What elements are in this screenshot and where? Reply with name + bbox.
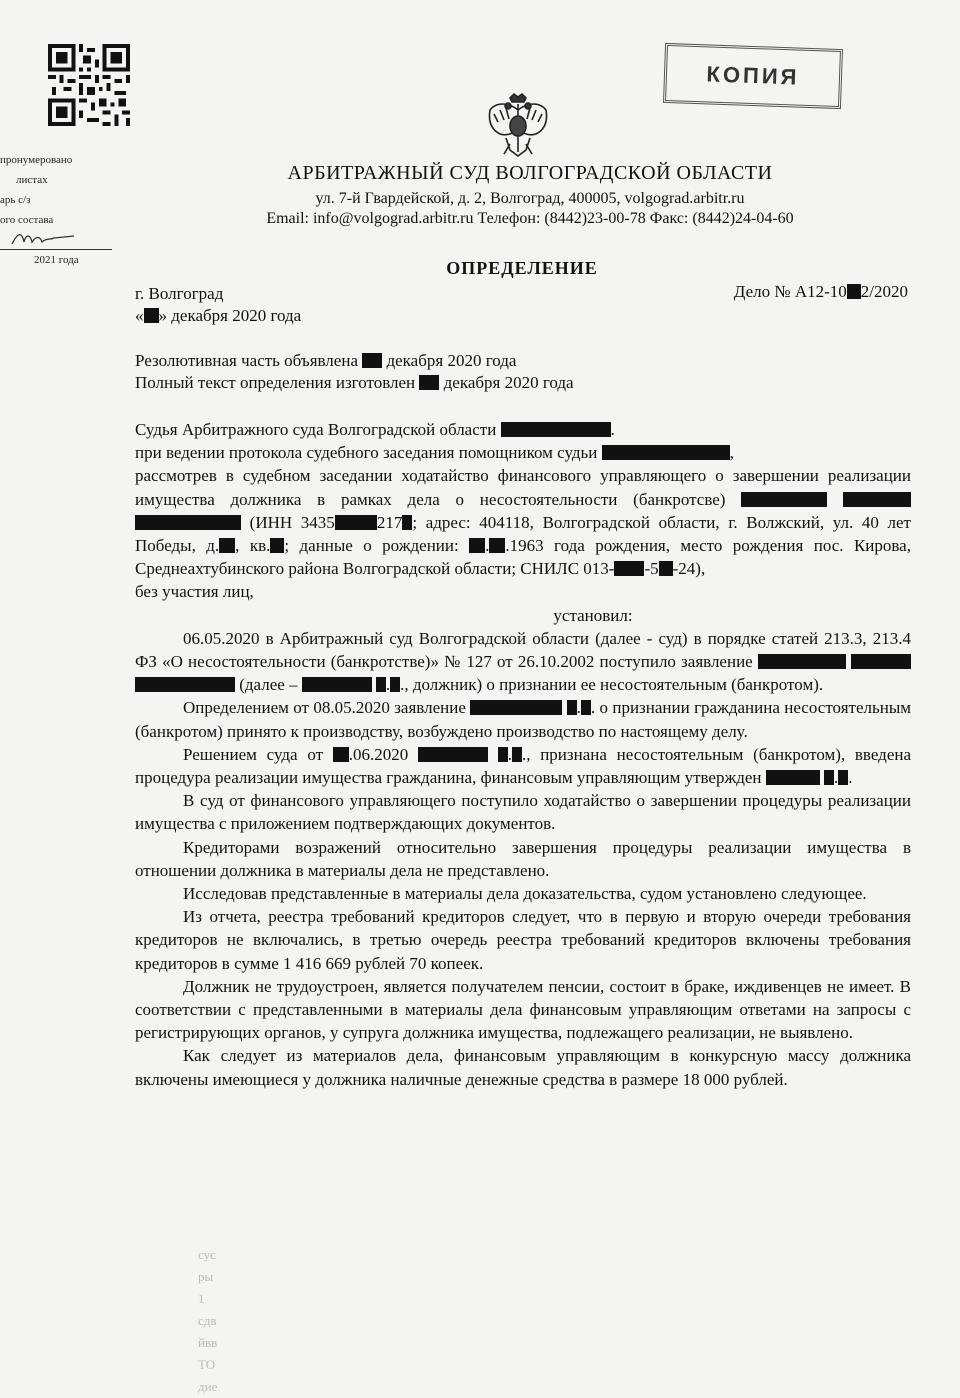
redaction-mark bbox=[402, 515, 412, 530]
text-span: .1963 года рождения, место рождения пос. Кирова, Среднеахтубинского района Волгоградской области; СНИЛС 013- bbox=[135, 536, 911, 579]
text-span: . bbox=[507, 744, 512, 764]
paragraph: Должник не трудоустроен, является получателем пенсии, состоит в браке, иждивенцев не имеет. В соответствии с представленными в материалы дела финансовым управляющим ответами на запросы с регистрирующих органов, у супруга должника имущества, подлежащего реализации, не выявлено. bbox=[135, 976, 911, 1043]
margin-note-line: 2021 года bbox=[0, 249, 112, 270]
established-heading: установил: bbox=[553, 605, 633, 625]
redaction-mark bbox=[758, 654, 846, 669]
text-span: . bbox=[485, 536, 490, 556]
case-number-suffix: 2/2020 bbox=[860, 282, 908, 301]
court-address: ул. 7-й Гвардейской, д. 2, Волгоград, 400005, volgograd.arbitr.ru bbox=[315, 190, 745, 207]
full-text-end: декабря 2020 года bbox=[439, 373, 574, 392]
redaction-mark bbox=[219, 538, 235, 553]
text-span: (далее – bbox=[235, 675, 302, 695]
text-span: Судья Арбитражного суда Волгоградской области bbox=[135, 420, 501, 439]
no-parties: без участия лиц, bbox=[135, 582, 254, 602]
text-span: 217 bbox=[376, 512, 403, 532]
resolution-date bbox=[135, 351, 516, 371]
resolution-text: Резолютивная часть объявлена bbox=[135, 351, 363, 370]
redaction-mark bbox=[135, 515, 241, 530]
bleed-line: ТО bbox=[198, 1357, 216, 1372]
redaction-mark bbox=[843, 492, 911, 507]
redaction-mark bbox=[501, 422, 611, 437]
redaction-mark bbox=[362, 353, 382, 368]
paragraph: Как следует из материалов дела, финансовым управляющим в конкурсную массу должника включены имеющиеся у должника наличные денежные средства в размере 18 000 рублей. bbox=[135, 1046, 911, 1089]
bleed-line: 1 bbox=[198, 1291, 205, 1306]
text-span: , кв. bbox=[235, 536, 271, 556]
paragraph bbox=[135, 627, 911, 697]
resolution-text-end: декабря 2020 года bbox=[382, 351, 517, 370]
text-span: 06.05.2020 в Арбитражный суд Волгоградской области (далее - суд) в порядке статей 213.3, 213.4 ФЗ «О несостоятельности (банкротстве)» № 127 от 26.10.2002 поступило заявление bbox=[135, 628, 911, 672]
document-title: ОПРЕДЕЛЕНИЕ bbox=[446, 258, 598, 278]
paragraph: Исследовав представленные в материалы дела доказательства, судом установлено следующее. bbox=[183, 884, 867, 904]
margin-note-line: арь с/з bbox=[0, 194, 31, 206]
text-span: , bbox=[729, 443, 734, 463]
paragraph bbox=[135, 696, 911, 742]
text-span: ; данные о рождении: bbox=[284, 536, 470, 556]
text-span: -24), bbox=[672, 559, 706, 579]
text-span: . bbox=[610, 420, 615, 439]
bleed-through-text bbox=[198, 1244, 238, 1398]
text-span: .06.2020 bbox=[348, 744, 418, 764]
paragraph: Из отчета, реестра требований кредиторов следует, что в первую и вторую очереди требования кредиторов не включались, в третью очередь реестра требований кредиторов включены требования кредиторов в сумме 1 416 669 рублей 70 копеек. bbox=[135, 907, 911, 973]
redaction-mark bbox=[376, 677, 386, 692]
redaction-mark bbox=[581, 700, 591, 715]
text-span: -5 bbox=[644, 559, 659, 579]
redaction-mark bbox=[851, 654, 911, 669]
paragraph-intro bbox=[135, 418, 911, 580]
text-span: . о признании гражданина несостоятельным (банкротом) принято к производству, возбуждено производство по настоящему делу. bbox=[135, 698, 912, 741]
text-span: . bbox=[834, 768, 839, 788]
text-span: . bbox=[576, 698, 581, 718]
bleed-line: йвв bbox=[198, 1335, 218, 1350]
redaction-mark bbox=[135, 677, 235, 692]
case-number bbox=[734, 282, 908, 302]
redaction-mark bbox=[470, 700, 562, 715]
redaction-mark bbox=[741, 492, 827, 507]
text-span: Определением от 08.05.2020 заявление bbox=[183, 698, 471, 718]
margin-note-line: пронумеровано bbox=[0, 154, 73, 166]
date-rest: » декабря 2020 года bbox=[158, 306, 302, 325]
qr-code-icon bbox=[48, 44, 130, 126]
redaction-mark bbox=[144, 308, 159, 323]
redaction-mark bbox=[567, 700, 577, 715]
redaction-mark bbox=[302, 677, 372, 692]
document-body bbox=[135, 418, 911, 1091]
redaction-mark bbox=[602, 445, 730, 460]
paragraph bbox=[135, 743, 911, 789]
copy-stamp: КОПИЯ bbox=[663, 43, 843, 109]
coat-of-arms-icon bbox=[484, 92, 552, 162]
signature-icon bbox=[10, 230, 80, 248]
redaction-mark bbox=[614, 561, 644, 576]
text-span: ; адрес: 404118, Волгоградской области, г. Волжский, ул. 40 лет Победы, д. bbox=[135, 512, 911, 556]
redaction-mark bbox=[469, 538, 485, 553]
redaction-mark bbox=[335, 515, 377, 530]
date-open-quote: « bbox=[135, 306, 144, 325]
text-span: Решением суда от bbox=[183, 744, 333, 764]
court-name: АРБИТРАЖНЫЙ СУД ВОЛГОГРАДСКОЙ ОБЛАСТИ bbox=[287, 162, 773, 184]
text-span: . bbox=[848, 768, 853, 788]
redaction-mark bbox=[333, 747, 349, 762]
document-date bbox=[135, 306, 301, 326]
text-span: ., должник) о признании ее несостоятельным (банкротом). bbox=[400, 675, 824, 695]
bleed-line: дие bbox=[198, 1379, 218, 1394]
redaction-mark bbox=[766, 770, 820, 785]
full-text: Полный текст определения изготовлен bbox=[135, 373, 420, 392]
redaction-mark bbox=[659, 561, 673, 576]
redaction-mark bbox=[390, 677, 400, 692]
city: г. Волгоград bbox=[135, 284, 224, 303]
redaction-mark bbox=[498, 747, 508, 762]
redaction-mark bbox=[512, 747, 522, 762]
text-span: (ИНН 3435 bbox=[241, 512, 335, 532]
redaction-mark bbox=[824, 770, 834, 785]
bleed-line: сдв bbox=[198, 1313, 217, 1328]
text-span: ., признана несостоятельным (банкротом), введена процедура реализации имущества гражданина, финансовым управляющим утвержден bbox=[135, 744, 912, 788]
redaction-mark bbox=[489, 538, 505, 553]
margin-note-line: листах bbox=[16, 174, 48, 186]
redaction-mark bbox=[418, 747, 488, 762]
text-span: . bbox=[385, 675, 391, 695]
text-span: рассмотрев в судебном заседании ходатайство финансового управляющего о завершении реализации имущества должника в рамках дела о несостоятельности (банкротсве) bbox=[135, 466, 911, 509]
bleed-line: сус bbox=[198, 1247, 216, 1262]
paragraph: В суд от финансового управляющего поступило ходатайство о завершении процедуры реализации имущества с приложением подтверждающих документов. bbox=[135, 791, 911, 834]
paragraph: Кредиторами возражений относительно завершения процедуры реализации имущества в отношении должника в материалы дела не представлено. bbox=[135, 837, 911, 880]
full-text-date bbox=[135, 373, 574, 393]
bleed-line: ры bbox=[198, 1269, 214, 1284]
redaction-mark bbox=[838, 770, 848, 785]
redaction-mark bbox=[419, 375, 439, 390]
case-number-prefix: Дело № А12-10 bbox=[733, 282, 847, 301]
redaction-mark bbox=[270, 538, 284, 553]
text-span: при ведении протокола судебного заседания помощником судьи bbox=[135, 443, 602, 463]
redaction-mark bbox=[847, 284, 861, 299]
court-contacts: Email: info@volgograd.arbitr.ru Телефон: (8442)23-00-78 Факс: (8442)24-04-60 bbox=[266, 210, 794, 227]
margin-note-line: ого состава bbox=[0, 214, 54, 226]
